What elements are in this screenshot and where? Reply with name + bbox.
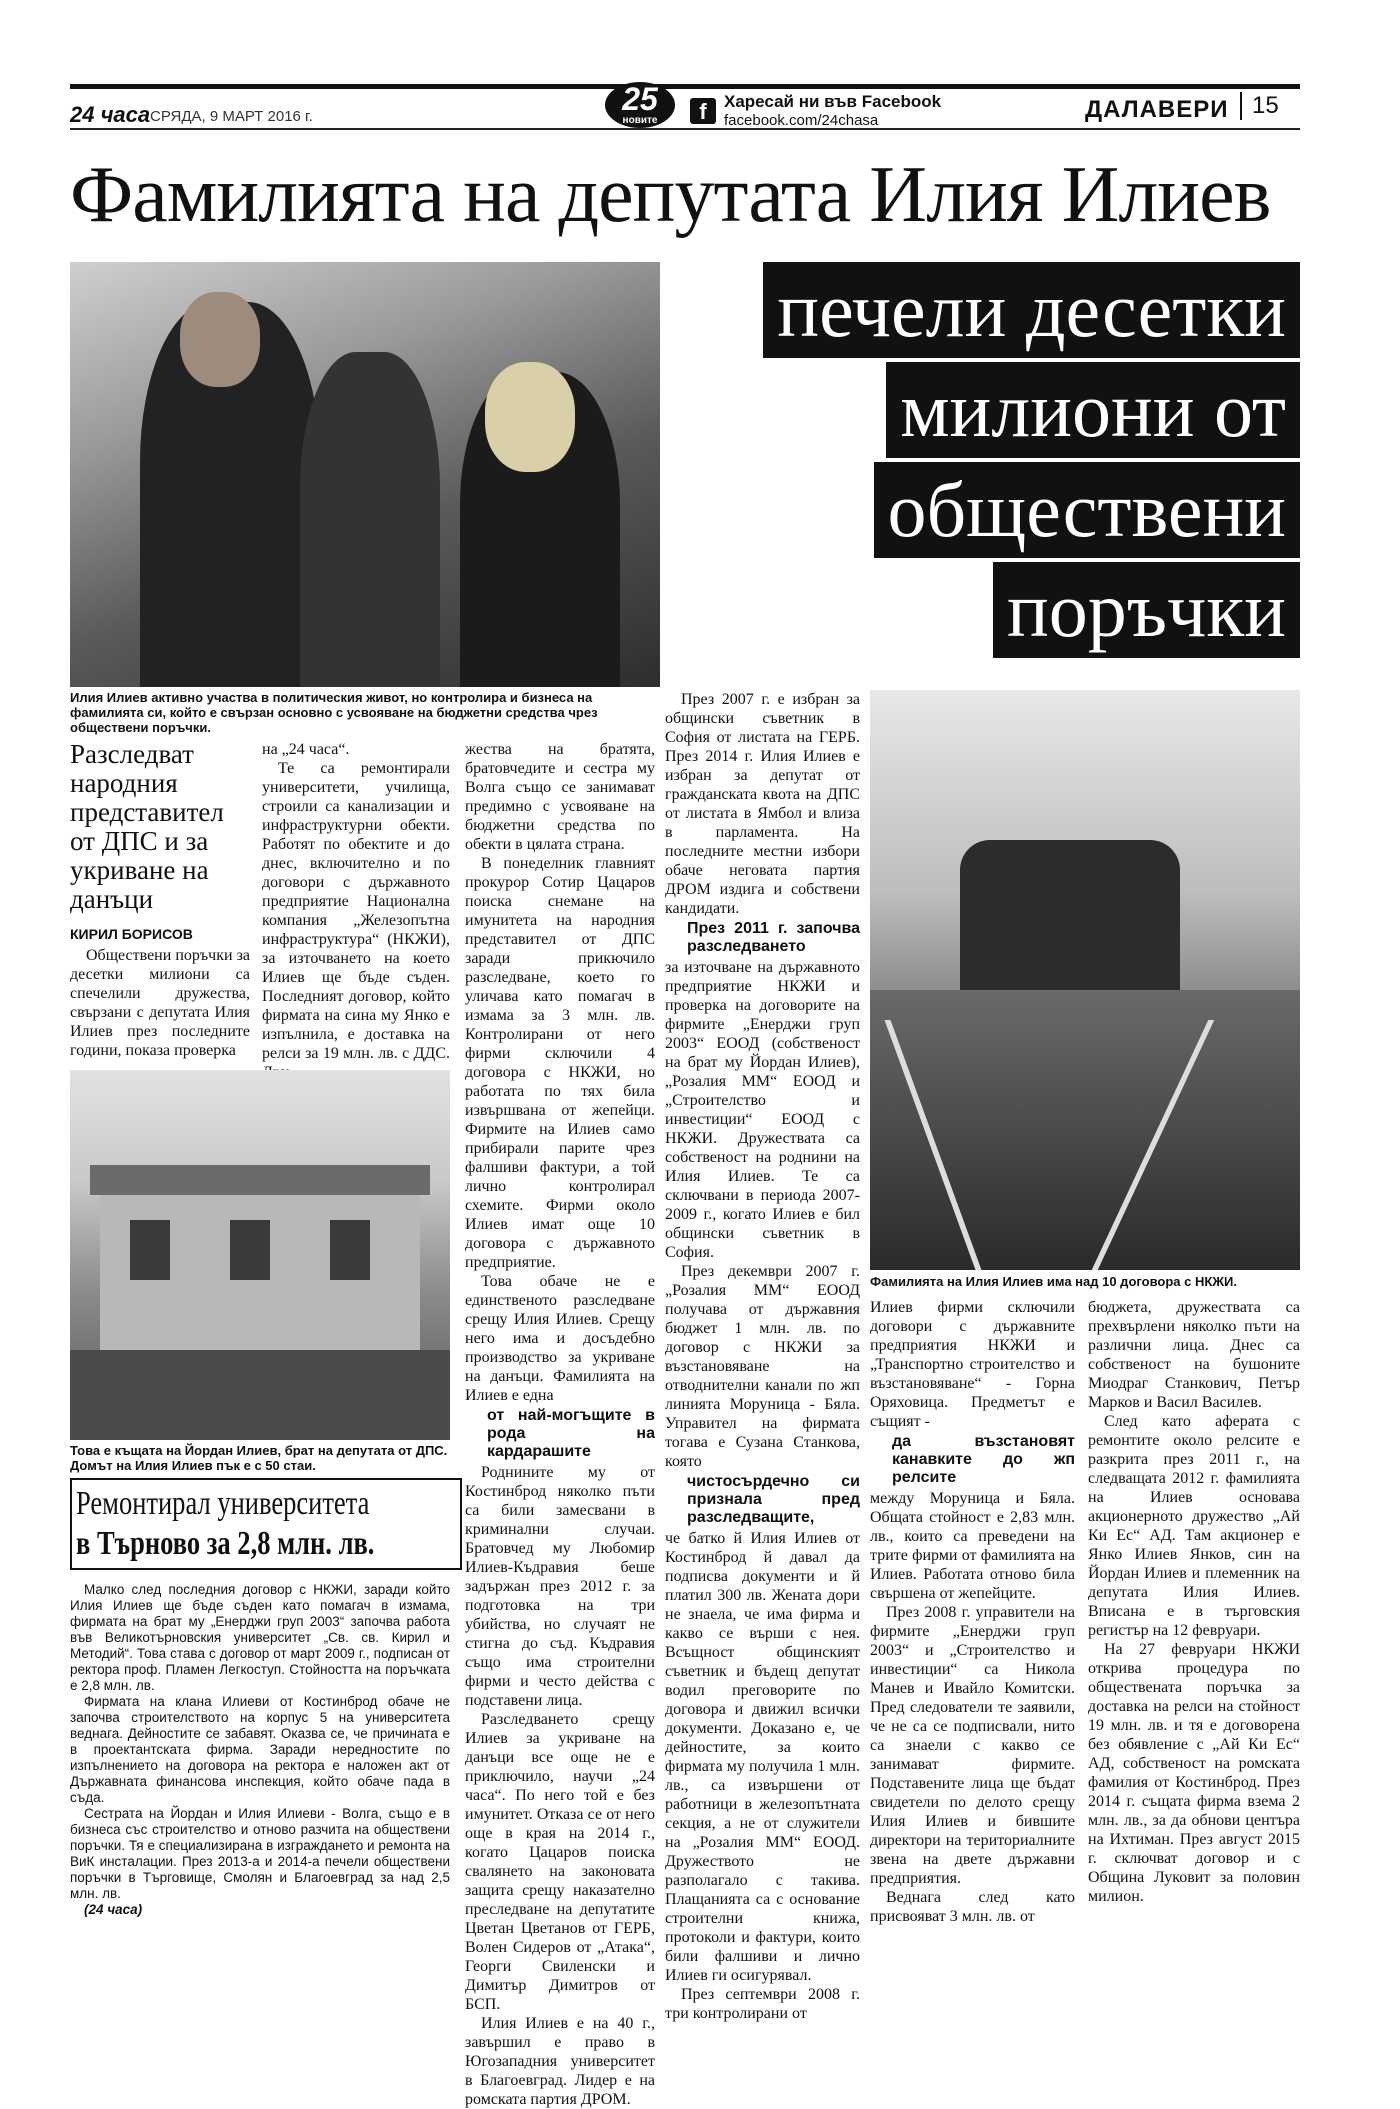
kicker: Разследват народния представител от ДПС и за укриване на данъци (70, 739, 224, 914)
paragraph: Сестрата на Йордан и Илия Илиеви - Волга, също е в бизнеса със строителство и отново разчита на обществени поръчки. Тя е специализирана в изграждането и ремонта на ВиК инсталации. През 2013-а и 2014-а печели обществени поръчки в Търговище, Смолян и Благоевград за над 2,5 млн. лв. (70, 1806, 450, 1901)
paragraph: на „24 часа“. (262, 741, 350, 758)
subhead: от най-могъщите в рода на кардарашите (487, 1407, 655, 1460)
sidebar-title: Ремонтирал университета (76, 1485, 370, 1522)
photo-house (70, 1070, 450, 1440)
paragraph: През 2008 г. управители на фирмите „Енерджи груп 2003“ и „Строителство и инвестиции“ са Никола Манев и Ивайло Комитски. Пред следователи те заявили, че не са се подписвали, нито са знаели с какво се занимават фирмите. Подставените лица ще бъдат свидетели по делото срещу Илия Илиев и бившите директори на териториалните звена на двете държавни предприятия. (870, 1604, 1075, 1887)
anniversary-number: 25 (622, 81, 658, 117)
article-column-3 (465, 740, 655, 2109)
subheadline-line: печели десетки (763, 262, 1300, 358)
subheadline-line: поръчки (993, 562, 1300, 658)
masthead-logo: 24 часа (70, 102, 151, 127)
section-title: ДАЛАВЕРИ (1085, 96, 1229, 123)
top-rule (70, 84, 1300, 89)
paragraph: Обществени поръчки за десетки милиони са спечелили дружества, свързани с депутата Илия Илиев през последните години, показа проверка (70, 947, 250, 1059)
subhead: чистосърдечно си признала пред разследващите, (687, 1473, 860, 1526)
paragraph: Илиев фирми сключили договори с държавните предприятия НКЖИ и „Транспортно строителство и възстановяване“ - Горна Оряховица. Предметът е същият - (870, 1299, 1075, 1430)
issue-date: СРЯДА, 9 МАРТ 2016 г. (150, 108, 313, 125)
sidebar-title: в Търново за 2,8 млн. лв. (76, 1525, 375, 1562)
paragraph: През декември 2007 г. „Розалия ММ“ ЕООД получава от държавния бюджет 1 млн. лв. по договор с НКЖИ за възстановяване на отводнителни канали по жп линията Моруница - Бяла. Управител на фирмата тогава е Сузана Станкова, която (665, 1263, 860, 1470)
subheadline-line: милиони от (886, 362, 1300, 458)
anniversary-badge (605, 82, 675, 128)
paragraph: Роднините му от Костинброд няколко пъти са били замесвани в криминални случаи. Братовчед му Любомир Илиев-Къдравия беше задържан през 2012 г. за подготовка на три убийства, но случаят не стигна до съд. Къдравия също има строителни фирми и често действа с подставени лица. (465, 1464, 655, 1709)
sidebar-box (70, 1478, 462, 1570)
article-column-6 (1088, 1298, 1300, 1906)
paragraph: През 2007 г. е избран за общински съветник в София от листата на ГЕРБ. През 2014 г. Илия Илиев е избран за депутат от гражданската квота на ДПС от листата в Ямбол и влиза в парламента. На последните местни избори обаче неговата партия ДРОМ издига и собствени кандидати. (665, 691, 860, 917)
subheadline-block (610, 262, 1300, 687)
paragraph: Малко след последния договор с НКЖИ, заради който Илия Илиев ще бъде съден като помагач в измама, фирмата на брат му „Енерджи груп 2003“ започва работа във Великотърновския университет „Св. св. Кирил и Методий“. Това става с договор от март 2009 г., подписан от ректора проф. Пламен Легкоступ. Стойността на поръчката е 2,8 млн. лв. (70, 1582, 450, 1693)
paragraph: между Моруница и Бяла. Общата стойност е 2,83 млн. лв., които са преведени на трите фирми от фамилията на Илиев. Работата отново била свършена от жепейците. (870, 1490, 1075, 1602)
paragraph: че батко й Илия Илиев от Костинброд й давал да подписва документи и й платил 300 лв. Жената дори не знаела, че има фирма и какво се върши с нея. Всъщност общинският съветник и бъдещ депутат водил преговорите по договора и движил всички документи. Доказано е, че дейностите, за които фирмата му получила 1 млн. лв., са извършени от работници в железопътната секция, а не от служители на „Розалия ММ“ ЕООД. Дружеството не разполагало с такива. Плащанията са с основание строителни книжа, протоколи и фактури, които били фалшиви и лично Илиев ги осигурявал. (665, 1530, 860, 1984)
page-number: 15 (1240, 92, 1279, 120)
paragraph: за източване на държавното предприятие НКЖИ и проверка на договорите на фирмите „Енерджи груп 2003“ ЕООД (собственост на брат му Йордан Илиев), „Розалия ММ“ ЕООД и „Строителство и инвестиции“ ЕООД с НКЖИ. Дружествата са собственост на роднини на Илия Илиев. Те са сключвани в периода 2007-2009 г., когато Илиев е бил общински съветник в София. (665, 959, 860, 1261)
article-column-2 (262, 740, 450, 1082)
article-column-5 (870, 1298, 1075, 1926)
photo-politician (70, 262, 660, 687)
article-column-1 (70, 946, 250, 1060)
credit: (24 часа) (84, 1902, 143, 1917)
sidebar-text (70, 1582, 450, 1918)
facebook-icon[interactable]: f (690, 98, 716, 124)
photo-caption: Илия Илиев активно участва в политическия живот, но контролира и бизнеса на фамилията си, който е свързан основно с усвояване на бюджетни средства чрез обществени поръчки. (70, 690, 598, 735)
facebook-prompt: Харесай ни във Facebook (724, 92, 942, 111)
subhead: През 2011 г. започва разследването (687, 920, 860, 955)
paragraph: жества на братята, братовчедите и сестра му Волга също се занимават предимно с усвояване на бюджетни средства по обекти в цялата страна. (465, 741, 655, 853)
photo-train (870, 690, 1300, 1270)
paragraph: Илия Илиев е на 40 г., завършил е право в Югозападния университет в Благоевград. Лидер е на ромската партия ДРОМ. (465, 2015, 655, 2108)
paragraph: През септември 2008 г. три контролирани от (665, 1986, 860, 2022)
paragraph: В понеделник главният прокурор Сотир Цацаров поиска снемане на имунитета на народния представител от ДПС заради прикючило разследване, което го уличава като помагач в измама за 3 млн. лв. Контролирани от него фирми сключили 4 договора с НКЖИ, но работата по тях била извършвана от жепейци. Фирмите на Илиев само прибирали парите чрез фалшиви фактури, а той лично контролирал схемите. Фирми около Илиев имат още 10 договора с държавното предприятие. (465, 855, 655, 1271)
facebook-link[interactable]: facebook.com/24chasa (724, 112, 879, 129)
paragraph: Веднага след като присвояват 3 млн. лв. от (870, 1889, 1075, 1925)
header-rule (70, 128, 1300, 130)
subheadline-line: обществени (874, 462, 1301, 558)
headline: Фамилията на депутата Илия Илиев (70, 151, 1271, 239)
subhead: да възстановят канавките до жп релсите (892, 1433, 1075, 1486)
byline: КИРИЛ БОРИСОВ (70, 926, 193, 942)
paragraph: Фирмата на клана Илиеви от Костинброд обаче не започва строителството на корпус 5 на университета веднага. Дейностите се забавят. Оказва се, че причината е в проектантската фирма. Заради нередностите по изпълнението на договора на ректора е наложен акт от Държавната финансова инспекция, който обаче пада в съда. (70, 1694, 450, 1805)
article-column-4 (665, 690, 860, 2023)
train-caption: Фамилията на Илия Илиев има над 10 договора с НКЖИ. (870, 1274, 1237, 1289)
paragraph: бюджета, дружествата са прехвърлени няколко пъти на различни лица. Днес са собственост на бушоните Миодраг Станкович, Петър Марков и Васил Василев. (1088, 1299, 1300, 1411)
paragraph: На 27 февруари НКЖИ открива процедура по обществената поръчка за доставка на релси на стойност 19 млн. лв. и тя е договорена без обявление с „Ай Ки Ес“ АД, собственост на ромската фамилия от Костинброд. През 2014 г. същата фирма взема 2 млн. лв., за да обнови центъра на Ихтиман. През август 2015 г. сключват договор и с Община Луковит за половин милион. (1088, 1641, 1300, 1905)
anniversary-subtitle: новите (622, 115, 658, 126)
paragraph: След като аферата с ремонтите около релсите е разкрита през 2011 г., на следващата 2012 г. фамилията на Илиев основава акционерното дружество „Ай Ки Ес“ АД. Там акционер е Янко Илиев Янков, син на Йордан Илиев и племенник на депутата Илия Илиев. Вписана е в търговския регистър на 12 февруари. (1088, 1413, 1300, 1639)
paragraph: Разследването срещу Илиев за укриване на данъци все още не е приключило, научи „24 часа“. По него той е без имунитет. Отказа се от него още в края на 2014 г., когато Цацаров поиска свалянето на законовата защита срещу наказателно преследване на депутатите Цветан Цветанов от ГЕРБ, Волен Сидеров от „Атака“, Георги Свиленски и Димитър Димитров от БСП. (465, 1711, 655, 2013)
paragraph: Това обаче не е единственото разследване срещу Илия Илиев. Срещу него има и досъдебно производство за укриване на данъци. Фамилията на Илиев е една (465, 1273, 655, 1404)
paragraph: Те са ремонтирали университети, училища, строили са канализации и инфраструктурни обекти. Работят по обектите и до днес, включително и по договори с държавното предприятие Национална компания „Железопътна инфраструктура“ (НКЖИ), за източването на което Илиев ще бъде съден. Последният договор, който фирмата на сина му Янко е изпълнила, е доставка на релси за 19 млн. лв. с ДДС. (262, 760, 450, 1062)
house-caption: Това е къщата на Йордан Илиев, брат на депутата от ДПС. Домът на Илия Илиев пък е с 50 стаи. (70, 1443, 448, 1473)
